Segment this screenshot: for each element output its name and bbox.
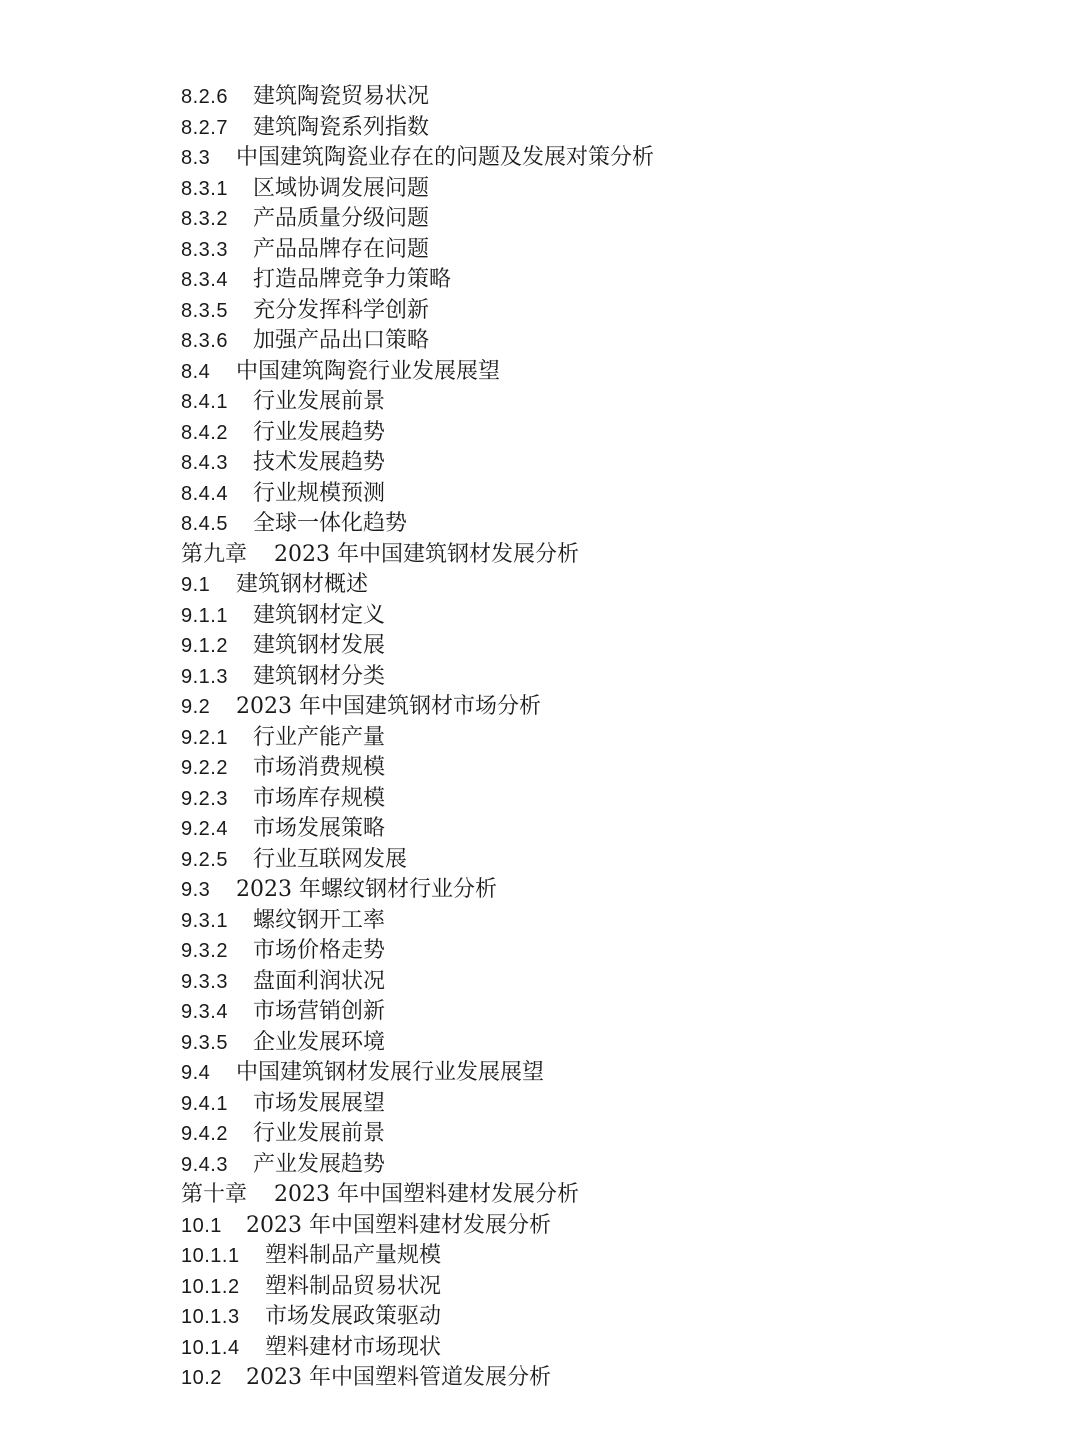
toc-entry xyxy=(181,1272,654,1303)
toc-title: 区域协调发展问题 xyxy=(253,175,430,201)
toc-title: 市场发展策略 xyxy=(253,816,386,841)
toc-entry xyxy=(181,418,654,449)
toc-title: 产品质量分级问题 xyxy=(253,206,430,231)
toc-number: 9.1.1 xyxy=(181,604,228,627)
toc-title: 建筑陶瓷贸易状况 xyxy=(253,84,430,109)
toc-number: 10.1.4 xyxy=(181,1336,240,1359)
toc-title: 建筑钢材定义 xyxy=(253,602,386,628)
toc-number: 10.2 xyxy=(181,1367,222,1389)
toc-number: 8.4.1 xyxy=(181,391,228,413)
toc-number: 8.3 xyxy=(181,147,211,169)
toc-chapter-number: 第十章 xyxy=(181,1182,248,1207)
toc-chapter-title: 2023 年中国塑料建材发展分析 xyxy=(274,1182,579,1207)
toc-number: 8.3.6 xyxy=(181,330,228,352)
toc-title: 行业规模预测 xyxy=(253,480,386,506)
toc-number: 9.4.1 xyxy=(181,1092,228,1115)
toc-title: 行业发展前景 xyxy=(253,1121,386,1146)
toc-number: 9.1.3 xyxy=(181,665,228,688)
toc-entry xyxy=(181,631,654,662)
toc-entry xyxy=(181,1302,654,1333)
toc-title: 塑料建材市场现状 xyxy=(265,1334,442,1360)
toc-title: 建筑钢材概述 xyxy=(236,572,369,597)
toc-number: 9.2.4 xyxy=(181,818,228,840)
toc-entry xyxy=(181,784,654,815)
toc-title: 充分发挥科学创新 xyxy=(253,297,430,323)
toc-entry xyxy=(181,753,654,784)
toc-entry xyxy=(181,479,654,510)
toc-title: 市场库存规模 xyxy=(253,785,386,811)
toc-title: 产品品牌存在问题 xyxy=(253,236,430,262)
toc-number: 10.1 xyxy=(181,1214,222,1237)
toc-entry xyxy=(181,448,654,479)
toc-entry xyxy=(181,143,654,174)
toc-number: 10.1.2 xyxy=(181,1275,240,1298)
toc-entry xyxy=(181,1333,654,1364)
toc-number: 10.1.3 xyxy=(181,1306,240,1328)
toc-title: 塑料制品产量规模 xyxy=(265,1243,442,1268)
toc-entry xyxy=(181,357,654,388)
toc-number: 8.4 xyxy=(181,360,211,383)
toc-number: 8.4.4 xyxy=(181,482,228,505)
toc-title: 中国建筑陶瓷行业发展展望 xyxy=(236,358,501,384)
table-of-contents xyxy=(181,82,654,1394)
toc-title: 市场发展展望 xyxy=(253,1090,386,1116)
toc-number: 9.2.1 xyxy=(181,726,228,749)
toc-chapter xyxy=(181,540,654,571)
toc-number: 9.2.5 xyxy=(181,848,228,871)
toc-title: 盘面利润状况 xyxy=(253,968,386,994)
toc-title: 行业发展前景 xyxy=(253,389,386,414)
toc-entry xyxy=(181,82,654,113)
toc-number: 8.4.5 xyxy=(181,513,228,535)
toc-number: 9.3.4 xyxy=(181,1001,228,1023)
toc-entry xyxy=(181,936,654,967)
toc-number: 10.1.1 xyxy=(181,1245,240,1267)
toc-entry xyxy=(181,204,654,235)
toc-entry xyxy=(181,997,654,1028)
toc-title: 市场价格走势 xyxy=(253,938,386,963)
toc-entry xyxy=(181,1363,654,1394)
toc-title: 市场营销创新 xyxy=(253,999,386,1024)
toc-number: 9.2.3 xyxy=(181,787,228,810)
toc-entry xyxy=(181,967,654,998)
toc-title: 螺纹钢开工率 xyxy=(253,907,386,933)
toc-entry xyxy=(181,570,654,601)
toc-entry xyxy=(181,906,654,937)
toc-entry xyxy=(181,1058,654,1089)
toc-number: 9.3.1 xyxy=(181,909,228,932)
toc-number: 8.3.1 xyxy=(181,177,228,200)
toc-number: 9.4.2 xyxy=(181,1123,228,1145)
toc-entry xyxy=(181,662,654,693)
toc-entry xyxy=(181,875,654,906)
toc-title: 2023 年中国塑料管道发展分析 xyxy=(246,1365,551,1390)
toc-entry xyxy=(181,1089,654,1120)
toc-entry xyxy=(181,692,654,723)
toc-number: 9.3.5 xyxy=(181,1031,228,1054)
toc-entry xyxy=(181,601,654,632)
toc-number: 8.3.3 xyxy=(181,238,228,261)
toc-title: 行业发展趋势 xyxy=(253,419,386,445)
toc-entry xyxy=(181,265,654,296)
toc-title: 塑料制品贸易状况 xyxy=(265,1273,442,1299)
toc-number: 9.2.2 xyxy=(181,757,228,779)
toc-title: 建筑钢材发展 xyxy=(253,633,386,658)
toc-entry xyxy=(181,1211,654,1242)
toc-title: 打造品牌竞争力策略 xyxy=(253,267,452,292)
toc-number: 9.1.2 xyxy=(181,635,228,657)
toc-entry xyxy=(181,1150,654,1181)
toc-entry xyxy=(181,1241,654,1272)
toc-chapter-number: 第九章 xyxy=(181,541,248,567)
toc-number: 8.2.6 xyxy=(181,86,228,108)
toc-title: 建筑钢材分类 xyxy=(253,663,386,689)
toc-entry xyxy=(181,845,654,876)
toc-entry xyxy=(181,723,654,754)
toc-title: 2023 年中国建筑钢材市场分析 xyxy=(236,694,541,719)
toc-number: 9.2 xyxy=(181,696,211,718)
toc-title: 产业发展趋势 xyxy=(253,1151,386,1177)
toc-number: 9.3.2 xyxy=(181,940,228,962)
toc-title: 行业互联网发展 xyxy=(253,846,408,872)
toc-entry xyxy=(181,235,654,266)
toc-title: 建筑陶瓷系列指数 xyxy=(253,114,430,140)
toc-number: 9.4.3 xyxy=(181,1153,228,1176)
toc-number: 9.3.3 xyxy=(181,970,228,993)
toc-title: 2023 年中国塑料建材发展分析 xyxy=(246,1212,551,1238)
toc-title: 全球一体化趋势 xyxy=(253,511,408,536)
toc-number: 9.3 xyxy=(181,879,211,901)
toc-entry xyxy=(181,509,654,540)
toc-title: 技术发展趋势 xyxy=(253,450,386,475)
toc-title: 中国建筑陶瓷业存在的问题及发展对策分析 xyxy=(236,145,655,170)
toc-number: 9.4 xyxy=(181,1062,211,1084)
toc-title: 2023 年螺纹钢材行业分析 xyxy=(236,877,497,902)
toc-chapter xyxy=(181,1180,654,1211)
toc-entry xyxy=(181,1119,654,1150)
toc-title: 中国建筑钢材发展行业发展展望 xyxy=(236,1060,545,1085)
toc-number: 8.4.2 xyxy=(181,421,228,444)
toc-title: 行业产能产量 xyxy=(253,724,386,750)
toc-title: 市场消费规模 xyxy=(253,755,386,780)
toc-entry xyxy=(181,814,654,845)
toc-title: 企业发展环境 xyxy=(253,1029,386,1055)
toc-chapter-title: 2023 年中国建筑钢材发展分析 xyxy=(274,541,579,567)
toc-number: 8.3.2 xyxy=(181,208,228,230)
toc-entry xyxy=(181,174,654,205)
toc-title: 市场发展政策驱动 xyxy=(265,1304,442,1329)
toc-number: 8.4.3 xyxy=(181,452,228,474)
toc-title: 加强产品出口策略 xyxy=(253,328,430,353)
toc-number: 8.3.5 xyxy=(181,299,228,322)
toc-number: 8.3.4 xyxy=(181,269,228,291)
toc-entry xyxy=(181,296,654,327)
toc-entry xyxy=(181,387,654,418)
toc-entry xyxy=(181,113,654,144)
toc-number: 9.1 xyxy=(181,574,211,596)
toc-entry xyxy=(181,1028,654,1059)
toc-entry xyxy=(181,326,654,357)
toc-number: 8.2.7 xyxy=(181,116,228,139)
